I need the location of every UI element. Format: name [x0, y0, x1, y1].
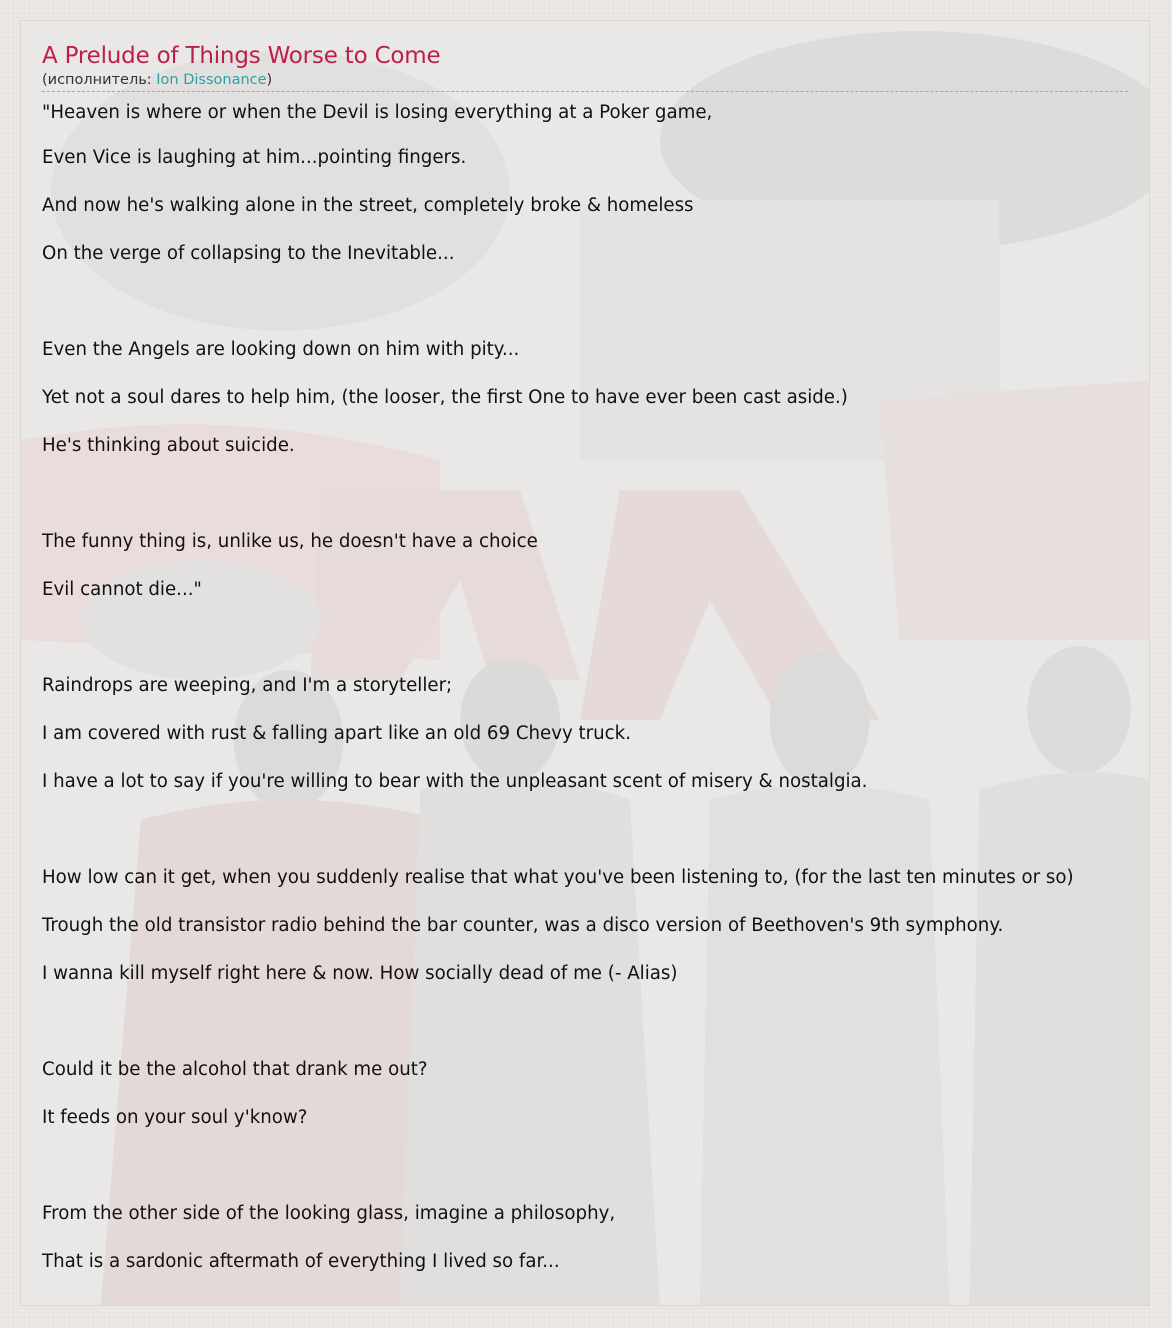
lyric-line: From the other side of the looking glass, imagine a philosophy,: [42, 1203, 616, 1224]
byline-suffix: ): [266, 72, 273, 88]
lyric-line: [42, 806, 1128, 854]
lyric-line: I am covered with rust & falling apart like an old 69 Chevy truck.: [42, 723, 631, 744]
lyric-line: That is a sardonic aftermath of everything I lived so far...: [42, 1251, 560, 1272]
lyric-line: I have a lot to say if you're willing to bear with the unpleasant scent of misery & nostalgia.: [42, 771, 868, 792]
lyric-line: [42, 470, 1128, 518]
lyrics-body: [42, 94, 1128, 1286]
lyric-line: [42, 614, 1128, 662]
song-title: A Prelude of Things Worse to Come: [42, 43, 441, 69]
lyric-line: And now he's walking alone in the street, completely broke & homeless: [42, 195, 694, 216]
byline-prefix: (исполнитель:: [42, 72, 157, 88]
lyric-line: Evil cannot die...": [42, 579, 202, 600]
lyric-line: Trough the old transistor radio behind the bar counter, was a disco version of Beethoven's 9th symphony.: [42, 915, 1004, 936]
lyric-line: The funny thing is, unlike us, he doesn't have a choice: [42, 531, 538, 552]
lyric-line: He's thinking about suicide.: [42, 435, 295, 456]
lyric-line: "Heaven is where or when the Devil is losing everything at a Poker game,: [42, 102, 713, 123]
lyrics-card: [20, 20, 1150, 1306]
lyric-line: [42, 1142, 1128, 1190]
lyric-line: On the verge of collapsing to the Inevitable...: [42, 243, 455, 264]
lyric-line: Yet not a soul dares to help him, (the looser, the first One to have ever been cast aside.): [42, 387, 848, 408]
lyric-line: Even Vice is laughing at him...pointing fingers.: [42, 147, 467, 168]
lyric-line: How low can it get, when you suddenly realise that what you've been listening to, (for the last ten minutes or so): [42, 867, 1074, 888]
lyric-line: I wanna kill myself right here & now. How socially dead of me (- Alias): [42, 963, 678, 984]
lyric-line: Could it be the alcohol that drank me out?: [42, 1059, 428, 1080]
artist-link[interactable]: Ion Dissonance: [156, 72, 267, 88]
song-byline: [42, 71, 1128, 92]
lyric-line: It feeds on your soul y'know?: [42, 1107, 308, 1128]
lyric-line: [42, 278, 1128, 326]
lyric-line: [42, 998, 1128, 1046]
lyric-line: Raindrops are weeping, and I'm a storyteller;: [42, 675, 453, 696]
lyrics-content: [42, 41, 1128, 1286]
lyric-line: Even the Angels are looking down on him with pity...: [42, 339, 520, 360]
